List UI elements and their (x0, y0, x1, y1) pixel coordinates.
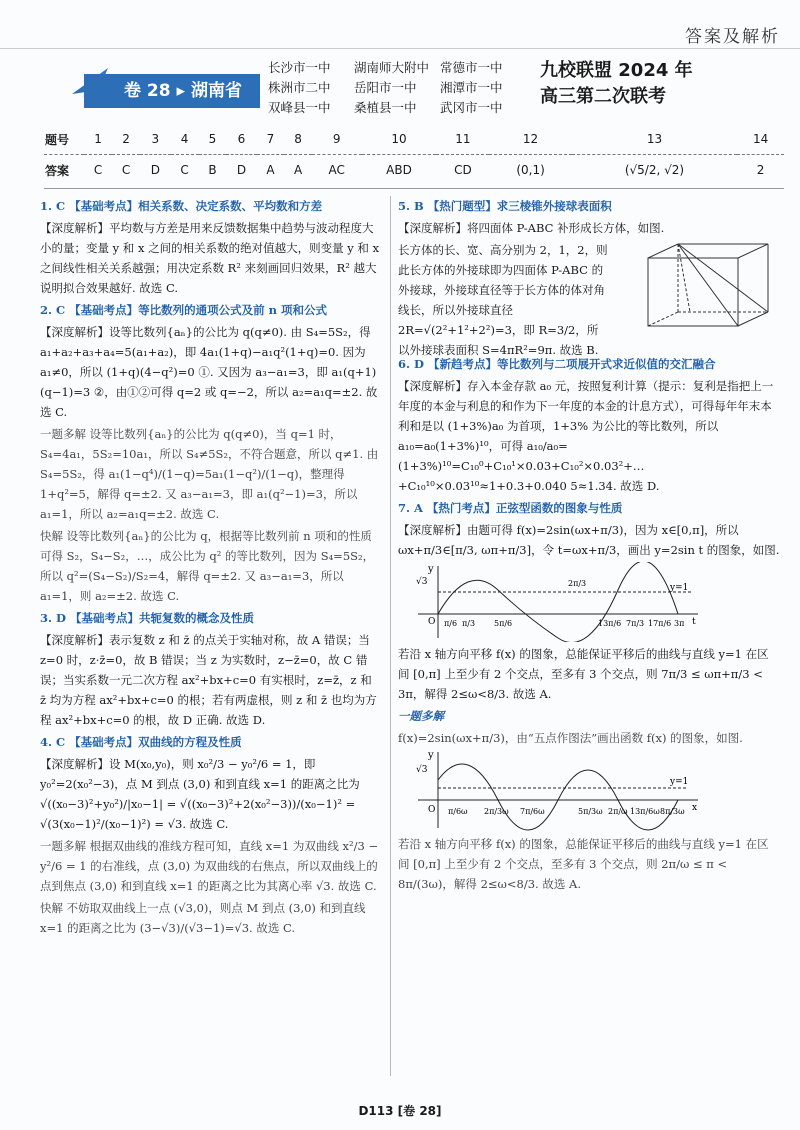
tick-label: 2π/3ω (484, 807, 509, 816)
school: 双峰县一中 (268, 100, 331, 115)
question-heading: 3. D 【基础考点】共轭复数的概念及性质 (40, 611, 254, 625)
table-divider (44, 188, 784, 189)
question-heading: 6. D 【新趋考点】等比数列与二项展开式求近似值的交汇融合 (398, 357, 716, 371)
right-column (398, 196, 780, 896)
alt-solution: 若沿 x 轴方向平移 f(x) 的图象，总能保证平移后的曲线与直线 y=1 在区间 [0,π] 上至少有 2 个交点，至多有 3 个交点，则 2π/ω ≤ π < 8π/(3ω)，解得 2≤ω<8/3. 故选 A. (398, 837, 769, 891)
school: 岳阳市一中 (354, 80, 417, 95)
box-figure-row (398, 240, 780, 357)
alt-solution: f(x)=2sin(ωx+π/3)，由“五点作图法”画出函数 f(x) 的图象，如图. (398, 731, 743, 745)
axis-label: y=1 (670, 583, 689, 593)
league-title: 九校联盟 2024 年 高三第二次联考 (540, 60, 693, 107)
school: 武冈市一中 (440, 100, 503, 115)
school: 常德市一中 (440, 60, 503, 75)
page-footer: D113 [卷 28] (358, 1104, 442, 1118)
school: 湘潭市一中 (440, 80, 503, 95)
solution-text: 【深度解析】将四面体 P-ABC 补形成长方体，如图. (398, 221, 665, 235)
axis-label: y (428, 564, 434, 575)
alt-solution: 一题多解 根据双曲线的准线方程可知，直线 x=1 为双曲线 x²/3 − y²/6 = 1 的右准线，点 (3,0) 为双曲线的右焦点，所以双曲线上的点到焦点 (3,0) 和到直线 x=1 的距离之比为其离心率 √3. 故选 C. (40, 839, 379, 893)
school: 桑植县一中 (354, 100, 417, 115)
tick-label: 2π/ω (608, 807, 628, 816)
solution-text: 【深度解析】设等比数列{aₙ}的公比为 q(q≠0). 由 S₄=5S₂，得 a₁+a₂+a₃+a₄=5(a₁+a₂)，即 4a₁(1+q)−a₁q²(1+q)=0. 因为 a₁≠0，所以 (1+q)(4−q²)=0 ①. 又因为 a₃−a₁=3，即 a₁(q+1)(q−1)=3 ②，由①②可得 q=2 或 q=−2，所以 a₂=a₁q=±2. 故选 C. (40, 325, 378, 419)
sine-graph-1 (408, 562, 708, 642)
tick-label: 5π/3ω (578, 807, 603, 816)
school-list (268, 58, 528, 118)
axis-label: x (692, 803, 698, 813)
tick-label: π/6 (444, 619, 458, 628)
question-heading: 7. A 【热门考点】正弦型函数的图象与性质 (398, 501, 623, 515)
axis-label: √3 (416, 765, 428, 775)
column-divider (390, 196, 391, 1076)
section-header: 答案及解析 (685, 27, 780, 47)
solution-text: 【深度解析】设 M(x₀,y₀)，则 x₀²/3 − y₀²/6 = 1，即 y₀²=2(x₀²−3)，点 M 到点 (3,0) 和到直线 x=1 的距离之比为 √((x₀−3)²+y₀²)/|x₀−1| = √((x₀−3)²+2(x₀²−3))/(x₀−1)² = √(3(x₀−1)²/(x₀−1)²) = √3. 故选 C. (40, 757, 360, 831)
school: 长沙市一中 (268, 60, 331, 75)
question-heading: 5. B 【热门题型】求三棱锥外接球表面积 (398, 199, 612, 213)
solution-text: 若沿 x 轴方向平移 f(x) 的图象，总能保证平移后的曲线与直线 y=1 在区间 [0,π] 上至少有 2 个交点，至多有 3 个交点，则 7π/3 ≤ ωπ+π/3 < 3π，解得 2≤ω<8/3. 故选 A. (398, 647, 769, 701)
axis-label: √3 (416, 577, 428, 587)
answer-table (44, 124, 784, 185)
tick-label: 5π/6 (494, 619, 513, 628)
solution-text: 长方体的长、宽、高分别为 2，1，2，则此长方体的外接球即为四面体 P-ABC 的外接球，外接球直径等于长方体的体对角线长，所以外接球直径 2R=√(2²+1²+2²)=3，即 R=3/2，所以外接球表面积 S=4πR²=9π. 故选 B. (398, 243, 608, 357)
header-rule (0, 48, 800, 49)
school: 湖南师大附中 (354, 60, 430, 75)
tick-label: 8π/3ω (660, 807, 685, 816)
tick-label: 17π/6 (648, 619, 672, 628)
school: 株洲市二中 (268, 80, 331, 95)
alt-solution-tag: 一题多解 (398, 709, 444, 723)
axis-label: O (428, 617, 436, 627)
axis-label: y=1 (670, 777, 689, 787)
alt-solution: 一题多解 设等比数列{aₙ}的公比为 q(q≠0)，当 q=1 时，S₄=4a₁，5S₂=10a₁，所以 S₄≠5S₂，不符合题意，所以 q≠1. 由 S₄=5S₂，得 a₁(1−q⁴)/(1−q)=5a₁(1−q²)/(1−q)，整理得 1+q²=5，解得 q=±2. 又 a₃−a₁=3，即 a₁(q²−1)=3，所以 a₁=1，所以 a₂=a₁q=±2. 故选 C. (40, 427, 379, 521)
axis-label: t (692, 617, 696, 627)
tick-label: 7π/6ω (520, 807, 545, 816)
quick-solution: 快解 设等比数列{aₙ}的公比为 q，根据等比数列前 n 项和的性质可得 S₂，S₄−S₂，…，成公比为 q² 的等比数列，因为 S₄=5S₂，所以 q²=(S₄−S₂)/S₂=4，解得 q=±2. 又 a₃−a₁=3，所以 a₁=1，则 a₂=±2. 故选 C. (40, 529, 375, 603)
question-heading: 1. C 【基础考点】相关系数、决定系数、平均数和方差 (40, 199, 323, 213)
table-row: 题号 1 2 3 4 5 6 7 8 9 10 11 12 13 14 (44, 124, 784, 155)
solution-text: 【深度解析】平均数与方差是用来反馈数据集中趋势与波动程度大小的量；变量 y 和 x 之间的相关系数的绝对值越大，则变量 y 和 x 之间线性相关关系越强；用决定系数 R² 来刻画回归效果，R² 越大说明拟合效果越好. 故选 C. (40, 221, 380, 295)
solution-text: 【深度解析】存入本金存款 a₀ 元，按照复利计算（提示：复利是指把上一年度的本金与利息的和作为下一年度的本金的计息方式），可得每年年末本利和是以 (1+3%)a₀ 为首项，1+3% 为公比的等比数列，所以 a₁₀=a₀(1+3%)¹⁰，可得 a₁₀/a₀=(1+3%)¹⁰=C₁₀⁰+C₁₀¹×0.03+C₁₀²×0.03²+…+C₁₀¹⁰×0.03¹⁰≈1+0.3+0.040 5≈1.34. 故选 D. (398, 379, 774, 493)
tick-label: 13π/6 (598, 619, 622, 628)
quick-solution: 快解 不妨取双曲线上一点 (√3,0)，则点 M 到点 (3,0) 和到直线 x=1 的距离之比为 (3−√3)/(√3−1)=√3. 故选 C. (40, 901, 366, 935)
tick-label: π/6ω (448, 807, 468, 816)
question-heading: 4. C 【基础考点】双曲线的方程及性质 (40, 735, 242, 749)
exam-banner: 卷 28 ▸ 湖南省 (84, 74, 260, 108)
tick-label: 13π/6ω (630, 807, 660, 816)
cuboid-diagram (630, 240, 780, 340)
tick-label: π/3 (462, 619, 476, 628)
axis-label: y (428, 750, 434, 761)
axis-label: O (428, 805, 436, 815)
tick-label: 2π/3 (568, 579, 587, 588)
question-heading: 2. C 【基础考点】等比数列的通项公式及前 n 项和公式 (40, 303, 328, 317)
table-row: 答案 C C D C B D A A AC ABD CD (0,1) (√5/2, √2) 2 (45, 163, 765, 178)
tick-label: 3π (674, 619, 685, 628)
solution-text: 【深度解析】由题可得 f(x)=2sin(ωx+π/3)，因为 x∈[0,π]，所以 ωx+π/3∈[π/3, ωπ+π/3]，令 t=ωx+π/3，画出 y=2sin t 的图象，如图. (398, 523, 780, 557)
left-column (40, 196, 380, 940)
solution-text: 【深度解析】表示复数 z 和 z̄ 的点关于实轴对称，故 A 错误；当 z=0 时，z·z̄=0，故 B 错误；当 z 为实数时，z−z̄=0，故 C 错误；当实系数一元二次方程 ax²+bx+c=0 有实根时，z=z̄，z 和 z̄ 均为方程 ax²+bx+c=0 的根；若有两虚根，则 z 和 z̄ 也均为方程 ax²+bx+c=0 的根，故 D 正确. 故选 D. (40, 633, 377, 727)
tick-label: 7π/3 (626, 619, 645, 628)
sine-graph-2 (408, 750, 708, 832)
